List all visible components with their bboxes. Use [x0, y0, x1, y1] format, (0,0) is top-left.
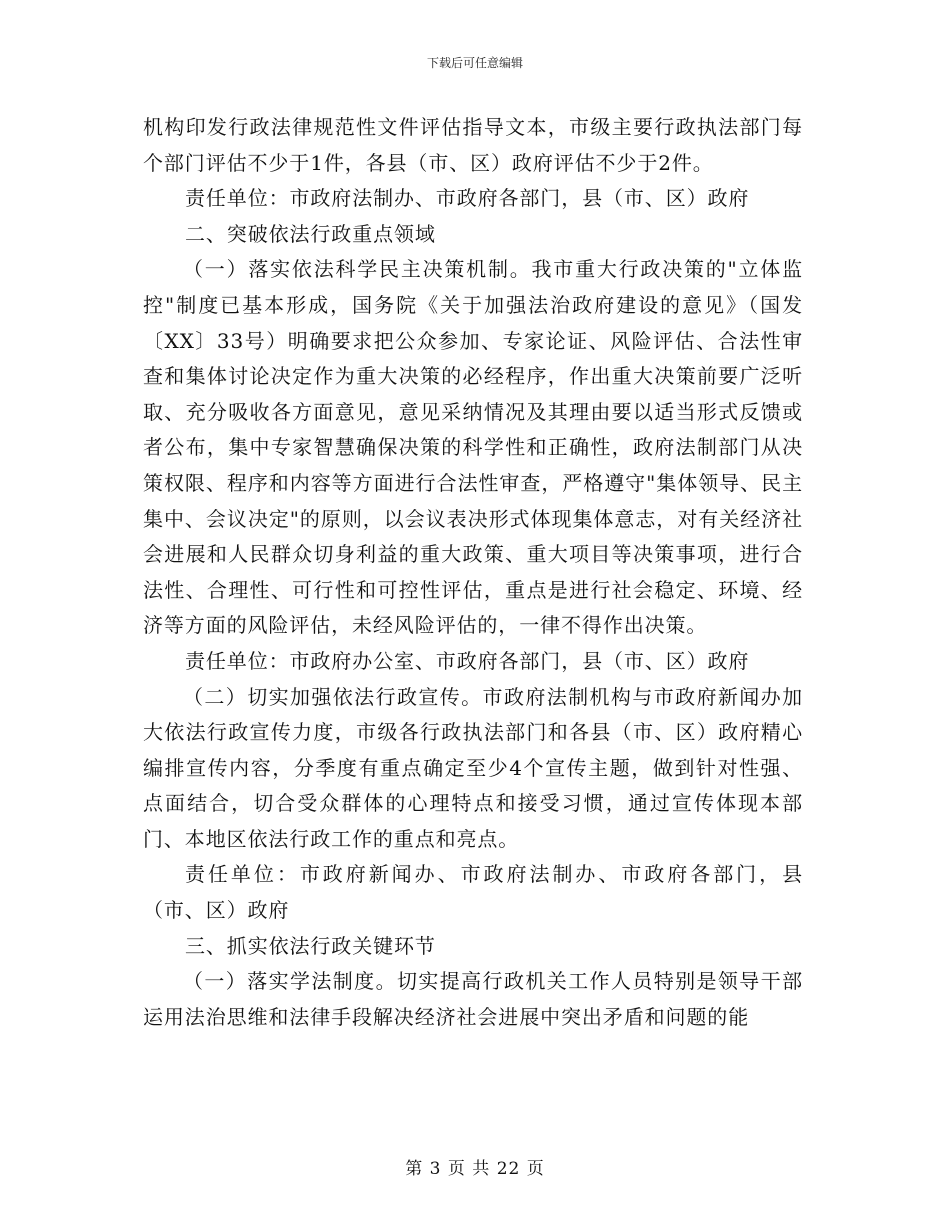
page-header: 下载后可任意编辑: [426, 56, 523, 70]
paragraph-2-responsibility: 责任单位：市政府法制办、市政府各部门，县（市、区）政府: [185, 186, 750, 211]
section-heading-2: 二、突破依法行政重点领域: [185, 221, 436, 246]
paragraph-5-publicity: （二）切实加强依法行政宣传。市政府法制机构与市政府新闻办加大依法行政宣传力度，市级各行政执法部门和各县（市、区）政府精心编排宣传内容，分季度有重点确定至少4个宣传主题，做到针对性强、点面结合，切合受众群体的心理特点和接受习惯，通过宣传体现本部门、本地区依法行政工作的重点和亮点。: [143, 684, 803, 851]
paragraph-4-responsibility: 责任单位：市政府办公室、市政府各部门，县（市、区）政府: [185, 648, 750, 673]
paragraph-3-decision-mechanism: （一）落实依法科学民主决策机制。我市重大行政决策的"立体监控"制度已基本形成，国务院《关于加强法治政府建设的意见》（国发〔XX〕33号）明确要求把公众参加、专家论证、风险评估、合法性审查和集体讨论决定作为重大决策的必经程序，作出重大决策前要广泛听取、充分吸收各方面意见，意见采纳情况及其理由要以适当形式反馈或者公布，集中专家智慧确保决策的科学性和正确性，政府法制部门从决策权限、程序和内容等方面进行合法性审查，严格遵守"集体领导、民主集中、会议决定"的原则，以会议表决形式体现集体意志，对有关经济社会进展和人民群众切身利益的重大政策、重大项目等决策事项，进行合法性、合理性、可行性和可控性评估，重点是进行社会稳定、环境、经济等方面的风险评估，未经风险评估的，一律不得作出决策。: [143, 257, 803, 638]
paragraph-6-responsibility: 责任单位：市政府新闻办、市政府法制办、市政府各部门，县（市、区）政府: [143, 862, 803, 923]
document-body: [143, 110, 803, 1035]
section-heading-3: 三、抓实依法行政关键环节: [185, 933, 436, 958]
paragraph-8-learning-system: （一）落实学法制度。切实提高行政机关工作人员特别是领导干部运用法治思维和法律手段解决经济社会进展中突出矛盾和问题的能: [143, 969, 803, 1029]
page-number: 第 3 页 共 22 页: [405, 1159, 545, 1179]
paragraph-1: 机构印发行政法律规范性文件评估指导文本，市级主要行政执法部门每个部门评估不少于1件，各县（市、区）政府评估不少于2件。: [143, 115, 803, 175]
